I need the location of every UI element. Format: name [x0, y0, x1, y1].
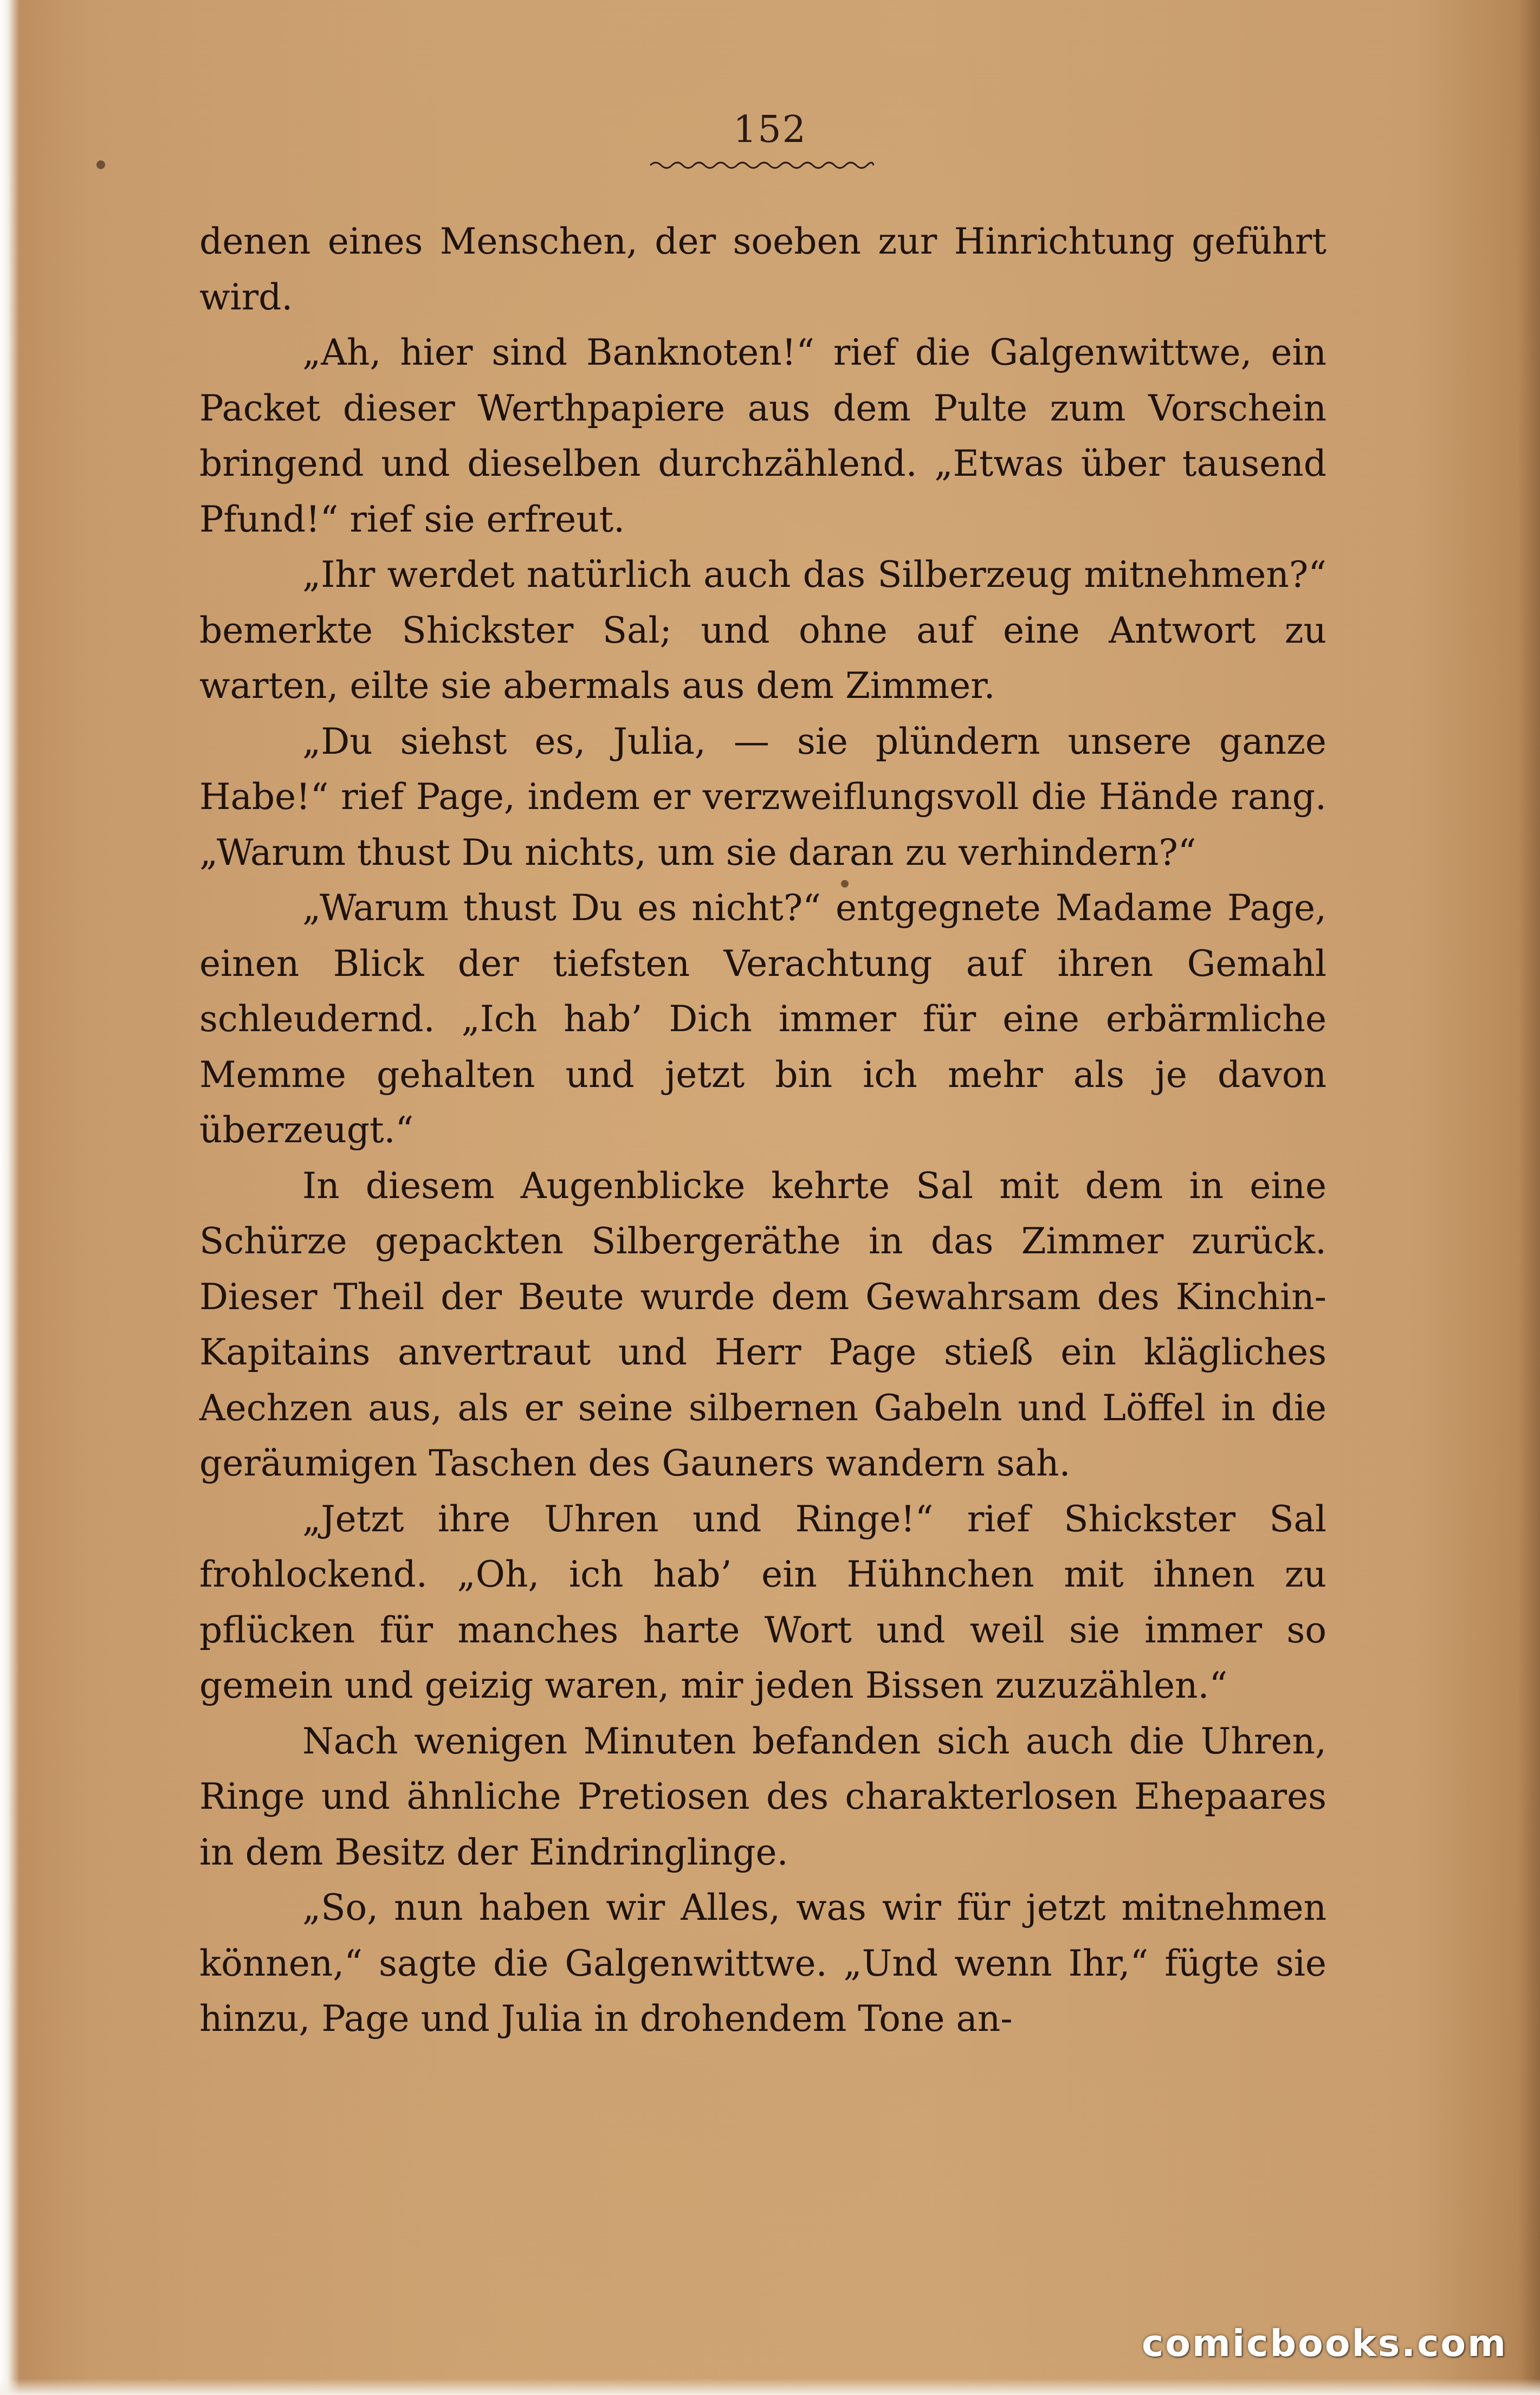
paragraph: „Jetzt ihre Uhren und Ringe!“ rief Shickster Sal frohlockend. „Oh, ich hab’ ein Hühnchen mit ihnen zu pflücken für manches harte Wort und weil sie immer so gemein und geizig waren, mir jeden Bissen zuzuzählen.“	[199, 1498, 1327, 1706]
paragraph: In diesem Augenblicke kehrte Sal mit dem in eine Schürze gepackten Silbergeräthe in das Zimmer zurück. Dieser Theil der Beute wurde dem Gewahrsam des Kinchin-Kapitains anvertraut und Herr Page stieß ein klägliches Aechzen aus, als er seine silbernen Gabeln und Löffel in die geräumigen Taschen des Gauners wandern sah.	[199, 1164, 1327, 1484]
page-number: 152	[733, 108, 807, 151]
body-text	[199, 214, 1327, 2047]
header-ornament-rule	[648, 158, 876, 172]
paragraph: Nach wenigen Minuten befanden sich auch die Uhren, Ringe und ähnliche Pretiosen des charakterlosen Ehepaares in dem Besitz der Eindringlinge.	[199, 1720, 1327, 1873]
page-right-shadow	[1518, 0, 1540, 2395]
paragraph: „Warum thust Du es nicht?“ entgegnete Madame Page, einen Blick der tiefsten Verachtung auf ihren Gemahl schleudernd. „Ich hab’ Dich immer für eine erbärmliche Memme gehalten und jetzt bin ich mehr als je davon überzeugt.“	[199, 887, 1327, 1151]
ink-speck	[96, 160, 105, 169]
paragraph: „Ihr werdet natürlich auch das Silberzeug mitnehmen?“ bemerkte Shickster Sal; und ohne auf eine Antwort zu warten, eilte sie abermals aus dem Zimmer.	[199, 554, 1327, 707]
paragraph: „Ah, hier sind Banknoten!“ rief die Galgenwittwe, ein Packet dieser Werthpapiere aus dem Pulte zum Vorschein bringend und dieselben durchzählend. „Etwas über tausend Pfund!“ rief sie erfreut.	[199, 332, 1327, 540]
paragraph: „Du siehst es, Julia, — sie plündern unsere ganze Habe!“ rief Page, indem er verzweiflungsvoll die Hände rang. „Warum thust Du nichts, um sie daran zu verhindern?“	[199, 720, 1327, 873]
paragraph: „So, nun haben wir Alles, was wir für jetzt mitnehmen können,“ sagte die Galgenwittwe. „Und wenn Ihr,“ fügte sie hinzu, Page und Julia in drohendem Tone an-	[199, 1887, 1327, 2040]
scan-bottom-edge	[0, 2379, 1540, 2395]
site-watermark: comicbooks.com	[1141, 2322, 1507, 2365]
paragraph: denen eines Menschen, der soeben zur Hinrichtung geführt wird.	[199, 221, 1327, 318]
scan-left-edge	[0, 0, 20, 2395]
